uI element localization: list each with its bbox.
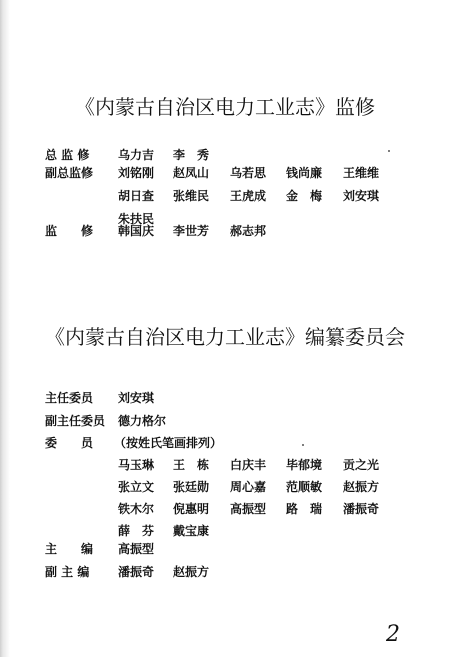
section-title-supervision: 《内蒙古自治区电力工业志》监修 bbox=[75, 95, 375, 119]
role-label: 副总监修 bbox=[45, 166, 94, 180]
person-name: 贡之光 bbox=[343, 458, 380, 472]
person-name: 潘振奇 bbox=[343, 502, 380, 516]
scan-speck bbox=[302, 444, 304, 446]
person-name: 周心嘉 bbox=[230, 480, 267, 494]
person-name: 赵凤山 bbox=[173, 166, 210, 180]
person-name: 乌若思 bbox=[230, 166, 267, 180]
person-name: 张维民 bbox=[173, 189, 210, 203]
person-name: 倪惠明 bbox=[173, 502, 210, 516]
person-name: 乌力吉 bbox=[118, 148, 155, 162]
person-name: 毕郁境 bbox=[286, 458, 323, 472]
person-name: 潘振奇 bbox=[118, 565, 155, 579]
person-name: 金 梅 bbox=[286, 189, 323, 203]
person-name: 赵振方 bbox=[343, 480, 380, 494]
person-name: 张廷勋 bbox=[173, 480, 210, 494]
page-number: 2 bbox=[386, 622, 400, 647]
role-label: 监 修 bbox=[45, 224, 94, 238]
person-name: 刘安琪 bbox=[118, 391, 155, 405]
section-title-committee: 《内蒙古自治区电力工业志》编纂委员会 bbox=[45, 325, 405, 349]
person-name: 赵振方 bbox=[173, 565, 210, 579]
person-name: 高振型 bbox=[118, 542, 155, 556]
person-name: 刘安琪 bbox=[343, 189, 380, 203]
person-name: 钱尚廉 bbox=[286, 166, 323, 180]
person-name: 范顺敏 bbox=[286, 480, 323, 494]
person-name: 朱扶民 bbox=[118, 212, 155, 226]
person-name: 路 瑞 bbox=[286, 502, 323, 516]
person-name: 王 栋 bbox=[173, 458, 210, 472]
person-name: 德力格尔 bbox=[118, 414, 167, 428]
person-name: 王维维 bbox=[343, 166, 380, 180]
role-label: 委 员 bbox=[45, 436, 94, 450]
person-name: 薛 芬 bbox=[118, 524, 155, 538]
scan-speck bbox=[388, 150, 390, 152]
person-name: 马玉琳 bbox=[118, 458, 155, 472]
person-name: 张立文 bbox=[118, 480, 155, 494]
person-name: 郝志邦 bbox=[230, 224, 267, 238]
person-name: 胡日查 bbox=[118, 189, 155, 203]
person-name: 白庆丰 bbox=[230, 458, 267, 472]
person-name: 李 秀 bbox=[173, 148, 210, 162]
person-name: 刘铭刚 bbox=[118, 166, 155, 180]
person-name: 戴宝康 bbox=[173, 524, 210, 538]
role-label: 总 监 修 bbox=[45, 148, 90, 162]
role-label: 副 主 编 bbox=[45, 565, 90, 579]
role-label: 副主任委员 bbox=[45, 414, 106, 428]
ordering-note: （按姓氏笔画排列） bbox=[114, 436, 223, 450]
person-name: 铁木尔 bbox=[118, 502, 155, 516]
person-name: 高振型 bbox=[230, 502, 267, 516]
person-name: 韩国庆 bbox=[118, 224, 155, 238]
role-label: 主任委员 bbox=[45, 391, 94, 405]
person-name: 王虎成 bbox=[230, 189, 267, 203]
person-name: 李世芳 bbox=[173, 224, 210, 238]
role-label: 主 编 bbox=[45, 542, 94, 556]
